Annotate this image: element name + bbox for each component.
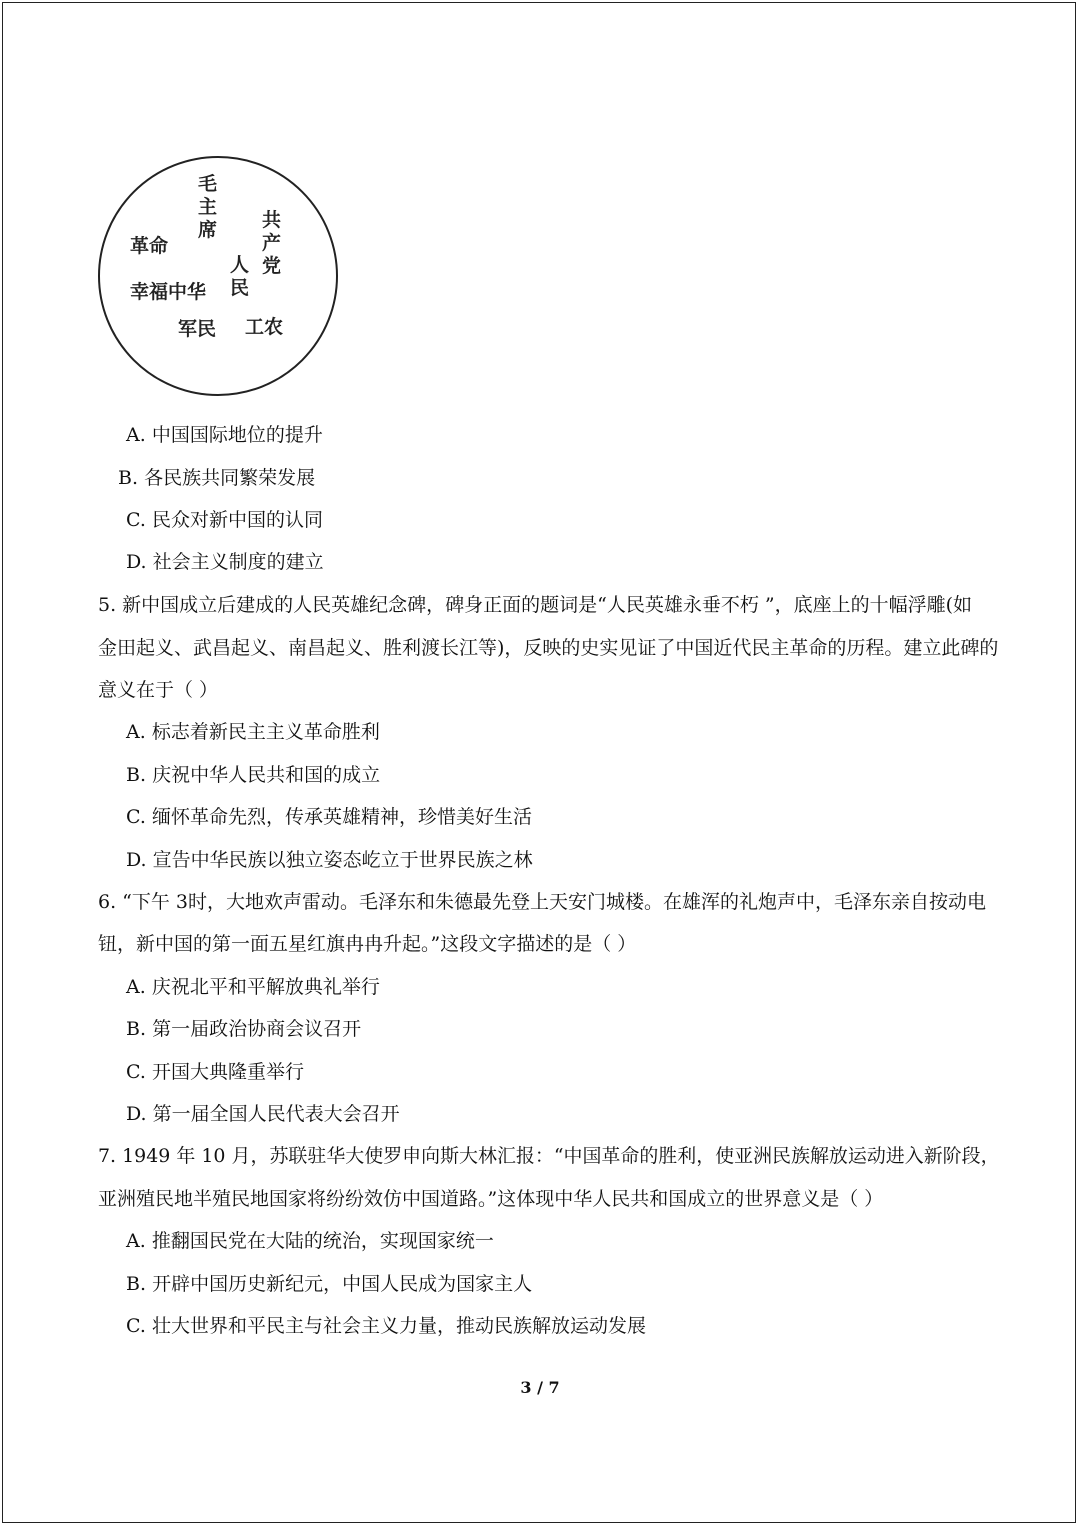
q7-option-a: A. 推翻国民党在大陆的统治，实现国家统一 bbox=[126, 1230, 494, 1252]
page-number: 3 / 7 bbox=[520, 1378, 560, 1397]
figure-word-gongnong: 工农 bbox=[245, 316, 284, 338]
q7-option-b: B. 开辟中国历史新纪元，中国人民成为国家主人 bbox=[126, 1273, 533, 1295]
q5-stem-line-3: 意义在于（ ） bbox=[98, 679, 219, 701]
q6-option-d: D. 第一届全国人民代表大会召开 bbox=[126, 1103, 400, 1125]
q6-stem-line-1: 6. “下午 3时，大地欢声雷动。毛泽东和朱德最先登上天安门城楼。在雄浑的礼炮声中，毛泽东亲自按动电 bbox=[98, 891, 987, 913]
q6-stem-line-2: 钮，新中国的第一面五星红旗冉冉升起。”这段文字描述的是（ ） bbox=[98, 933, 637, 955]
figure-word-maozhuxi: 毛主席 bbox=[198, 173, 218, 241]
q6-option-c: C. 开国大典隆重举行 bbox=[126, 1061, 304, 1083]
q5-option-b: B. 庆祝中华人民共和国的成立 bbox=[126, 764, 381, 786]
q4-option-b: B. 各民族共同繁荣发展 bbox=[118, 467, 316, 489]
q7-option-c: C. 壮大世界和平民主与社会主义力量，推动民族解放运动发展 bbox=[126, 1315, 646, 1337]
q6-option-a: A. 庆祝北平和平解放典礼举行 bbox=[126, 976, 380, 998]
q4-option-c: C. 民众对新中国的认同 bbox=[126, 509, 323, 531]
word-cloud-figure bbox=[98, 156, 338, 396]
figure-word-xingfuzhonghua: 幸福中华 bbox=[130, 281, 207, 303]
q5-option-c: C. 缅怀革命先烈，传承英雄精神，珍惜美好生活 bbox=[126, 806, 532, 828]
q6-option-b: B. 第一届政治协商会议召开 bbox=[126, 1018, 362, 1040]
q4-option-a: A. 中国国际地位的提升 bbox=[126, 424, 323, 446]
q5-option-d: D. 宣告中华民族以独立姿态屹立于世界民族之林 bbox=[126, 849, 533, 871]
q4-option-d: D. 社会主义制度的建立 bbox=[126, 551, 324, 573]
figure-word-geming: 革命 bbox=[130, 235, 169, 257]
figure-word-junmin: 军民 bbox=[178, 318, 217, 340]
q5-stem-line-2: 金田起义、武昌起义、南昌起义、胜利渡长江等)，反映的史实见证了中国近代民主革命的历程。建立此碑的 bbox=[98, 637, 999, 659]
q7-stem-line-1: 7. 1949 年 10 月，苏联驻华大使罗申向斯大林汇报：“中国革命的胜利，使亚洲民族解放运动进入新阶段， bbox=[98, 1145, 1000, 1167]
q7-stem-line-2: 亚洲殖民地半殖民地国家将纷纷效仿中国道路。”这体现中华人民共和国成立的世界意义是（ ） bbox=[98, 1188, 884, 1210]
figure-word-gongchandang: 共产党 bbox=[262, 209, 282, 277]
figure-word-renmin: 人民 bbox=[230, 254, 250, 299]
q5-stem-line-1: 5. 新中国成立后建成的人民英雄纪念碑，碑身正面的题词是“人民英雄永垂不朽 ”，底座上的十幅浮雕(如 bbox=[98, 594, 973, 616]
q5-option-a: A. 标志着新民主主义革命胜利 bbox=[126, 721, 380, 743]
